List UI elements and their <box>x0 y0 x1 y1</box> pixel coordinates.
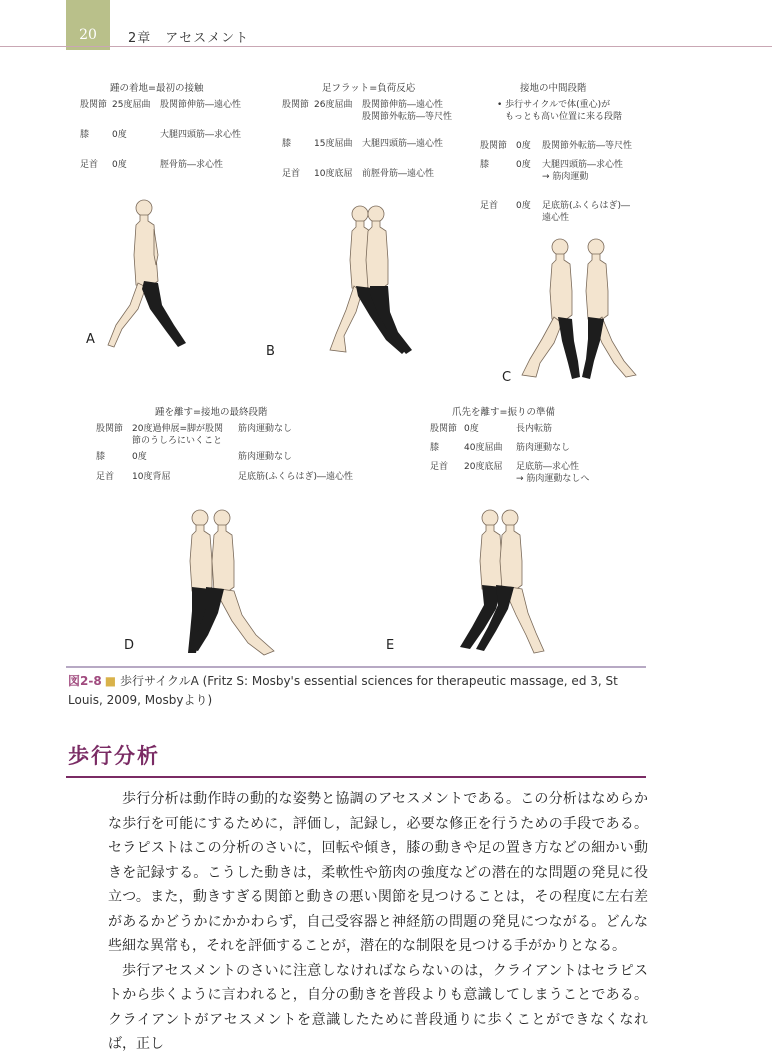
gait-figure-c <box>516 235 646 385</box>
body-paragraph-1: 歩行分析は動作時の動的な姿勢と協調のアセスメントである。この分析はなめらかな歩行を可能にするために，評価し，記録し，必要な修正を行うための手段である。セラピストはこの分析のさいに，回転や傾き，膝の動きや足の置き方などの細かい動きを記録する。こうした動きは，柔軟性や筋肉の強度などの潜在的な問題の発見に役立つ。また，動きすぎる関節と動きの悪い関節を見つけることは，その程度に左右差があるかどうかにかかわらず，自己受容器と神経筋の問題の発見につながる。どんな些細な異常も，それを評価することが，潜在的な制限を見つける手がかりとなる。 <box>108 791 648 954</box>
caption-marker-icon: ■ <box>104 674 117 688</box>
stage-b-row-hip: 股関節 26度屈曲 股関節伸筋―遠心性 <box>282 100 444 110</box>
body-paragraph-2: 歩行アセスメントのさいに注意しなければならないのは，クライアントはセラピストから歩くように言われると，自分の動きを普段よりも意識してしまうことである。クライアントがアセスメントを意識したために普段通りに歩くことができなくなれば，正し <box>108 962 648 1052</box>
stage-c-note-1: • 歩行サイクルで体(重心)が <box>497 100 611 110</box>
stage-d-row-ankle: 足首 10度背屈 足底筋(ふくらはぎ)―遠心性 <box>96 472 354 482</box>
chapter-title: 2章 アセスメント <box>128 31 250 46</box>
stage-b-row-hip-2: 股関節外転筋―等尺性 <box>362 112 453 122</box>
stage-d-row-hip-2: 節のうしろにいくこと <box>132 436 223 446</box>
stage-c-row-ankle: 足首 0度 足底筋(ふくらはぎ)― <box>480 201 631 211</box>
figure-letter-e: E <box>386 638 395 653</box>
header-rule-left <box>0 46 66 47</box>
caption-text: 歩行サイクルA (Fritz S: Mosby's essential sciences for therapeutic massage, ed 3, St Louis, 2009, Mosbyより) <box>68 674 618 707</box>
figure-letter-b: B <box>266 344 275 359</box>
stage-d-title: 踵を離す=接地の最終段階 <box>155 407 268 418</box>
figure-caption <box>68 672 646 710</box>
stage-c-row-hip: 股関節 0度 股関節外転筋―等尺性 <box>480 141 633 151</box>
stage-a-row-hip: 股関節 25度屈曲 股関節伸筋―遠心性 <box>80 100 242 110</box>
section-rule <box>66 776 646 778</box>
stage-b-row-knee: 膝 15度屈曲 大腿四頭筋―遠心性 <box>282 139 444 149</box>
stage-e-title: 爪先を離す=振りの準備 <box>452 407 555 418</box>
stage-e-row-ankle-2: → 筋肉運動なしへ <box>516 474 590 484</box>
stage-a-title: 踵の着地=最初の接触 <box>110 83 204 94</box>
stage-e-row-ankle: 足首 20度底屈 足底筋―求心性 <box>430 462 580 472</box>
stage-b-title: 足フラット=負荷反応 <box>322 83 416 94</box>
header-rule <box>66 46 772 47</box>
stage-c-row-knee: 膝 0度 大腿四頭筋―求心性 <box>480 160 624 170</box>
figure-letter-a: A <box>86 332 95 347</box>
gait-figure-e <box>440 505 550 660</box>
gait-figure-d <box>160 505 290 660</box>
stage-d-row-hip: 股関節 20度過伸展=脚が股関 筋肉運動なし <box>96 424 293 434</box>
gait-figure-b <box>316 200 436 365</box>
figure-letter-c: C <box>502 370 512 385</box>
stage-a-row-knee: 膝 0度 大腿四頭筋―求心性 <box>80 130 242 140</box>
stage-c-row-ankle-2: 遠心性 <box>542 213 570 223</box>
stage-c-note-2: もっとも高い位置に来る段階 <box>505 112 623 122</box>
caption-rule <box>66 666 646 668</box>
stage-e-row-knee: 膝 40度屈曲 筋肉運動なし <box>430 443 571 453</box>
section-body <box>108 787 648 1057</box>
stage-d-row-knee: 膝 0度 筋肉運動なし <box>96 452 293 462</box>
stage-c-row-knee-2: → 筋肉運動 <box>542 172 589 182</box>
stage-b-row-ankle: 足首 10度底屈 前脛骨筋―遠心性 <box>282 169 435 179</box>
page-number: 20 <box>79 27 97 43</box>
section-title: 歩行分析 <box>68 744 160 768</box>
stage-c-title: 接地の中間段階 <box>520 83 587 94</box>
stage-a-row-ankle: 足首 0度 脛骨筋―求心性 <box>80 160 224 170</box>
figure-id: 図2-8 <box>68 674 102 688</box>
gait-figure-a <box>100 195 230 355</box>
figure-letter-d: D <box>124 638 135 653</box>
stage-e-row-hip: 股関節 0度 長内転筋 <box>430 424 553 434</box>
